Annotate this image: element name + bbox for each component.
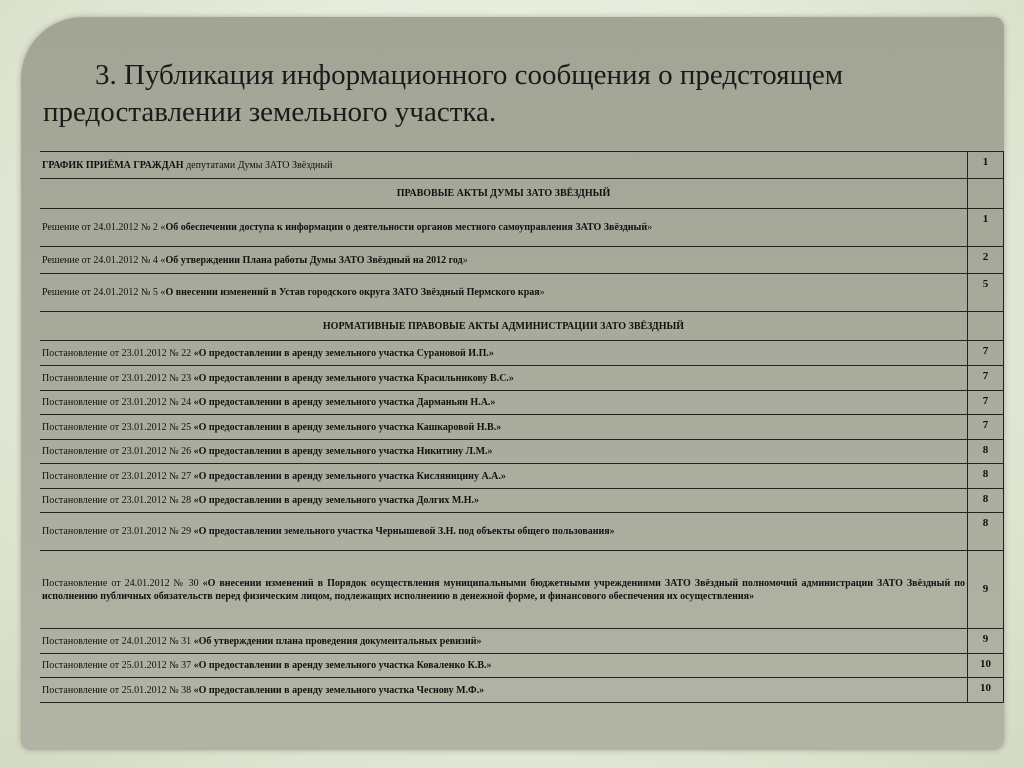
row-text — [40, 209, 968, 247]
doc-ref: Решение от 24.01.2012 № 2 « — [42, 222, 166, 233]
page-number: 7 — [968, 341, 1004, 366]
table-row — [40, 654, 1004, 678]
doc-ref: Постановление от 23.01.2012 № 23 — [42, 372, 194, 384]
doc-ref: Постановление от 23.01.2012 № 25 — [42, 421, 194, 433]
contents-table — [40, 151, 1004, 703]
row-title-normal: депутатами Думы ЗАТО Звёздный — [183, 159, 333, 171]
doc-title: О внесении изменений в Устав городского округа ЗАТО Звёздный Пермского края — [165, 287, 540, 298]
section-heading: ПРАВОВЫЕ АКТЫ ДУМЫ ЗАТО ЗВЁЗДНЫЙ — [40, 179, 968, 209]
table-row — [40, 209, 1004, 247]
row-text — [40, 513, 968, 551]
table-row — [40, 152, 1004, 179]
doc-title: «О предоставлении в аренду земельного участка Чеснову М.Ф.» — [193, 684, 485, 696]
table-row — [40, 312, 1004, 341]
page-number — [968, 179, 1004, 209]
section-heading: НОРМАТИВНЫЕ ПРАВОВЫЕ АКТЫ АДМИНИСТРАЦИИ ЗАТО ЗВЁЗДНЫЙ — [40, 312, 968, 341]
table-row — [40, 274, 1004, 312]
doc-ref: Постановление от 23.01.2012 № 22 — [42, 347, 194, 359]
doc-suffix: » — [462, 254, 468, 266]
doc-ref: Постановление от 23.01.2012 № 24 — [42, 397, 194, 408]
doc-ref: Решение от 24.01.2012 № 5 « — [42, 287, 166, 298]
page-number: 10 — [968, 654, 1004, 678]
page-number: 7 — [968, 391, 1004, 415]
page-number: 8 — [968, 513, 1004, 551]
doc-title: «О предоставлении в аренду земельного участка Красильникову В.С.» — [193, 372, 514, 384]
table-row — [40, 366, 1004, 391]
doc-title: «О внесении изменений в Порядок осуществления муниципальными бюджетными учреждениями ЗАТО Звёздный полномочий администрации ЗАТО Звёздный по исполнению публичных обязательств перед физическим лицом, подлежащих исполнению в денежной форме, и финансового обеспечения их осуществления» — [42, 577, 965, 602]
table-row — [40, 551, 1004, 629]
page-number: 7 — [968, 366, 1004, 391]
table-row — [40, 179, 1004, 209]
table-row — [40, 391, 1004, 415]
doc-ref: Постановление от 23.01.2012 № 28 — [42, 495, 194, 506]
doc-title: Об утверждении Плана работы Думы ЗАТО Звёздный на 2012 год — [165, 254, 463, 266]
row-text — [40, 391, 968, 415]
table-row — [40, 464, 1004, 489]
page-number: 2 — [968, 247, 1004, 274]
table-row — [40, 415, 1004, 440]
doc-ref: Постановление от 25.01.2012 № 37 — [42, 660, 194, 671]
page-number: 9 — [968, 629, 1004, 654]
doc-ref: Постановление от 25.01.2012 № 38 — [42, 684, 194, 696]
row-text — [40, 341, 968, 366]
table-row — [40, 341, 1004, 366]
doc-title: «О предоставлении в аренду земельного участка Кашкаровой Н.В.» — [193, 421, 502, 433]
page-number — [968, 312, 1004, 341]
doc-title: «О предоставлении в аренду земельного участка Дарманьян Н.А.» — [193, 397, 496, 408]
row-title-strong: ГРАФИК ПРИЁМА ГРАЖДАН — [42, 159, 184, 171]
doc-title: «О предоставлении земельного участка Чернышевой З.Н. под объекты общего пользования» — [193, 526, 615, 537]
page-number: 7 — [968, 415, 1004, 440]
row-text — [40, 152, 968, 179]
table-row — [40, 440, 1004, 464]
row-text — [40, 678, 968, 703]
doc-title: «О предоставлении в аренду земельного участка Кисляницину А.А.» — [193, 470, 506, 482]
page-number: 10 — [968, 678, 1004, 703]
doc-ref: Постановление от 23.01.2012 № 27 — [42, 470, 194, 482]
doc-ref: Постановление от 23.01.2012 № 26 — [42, 446, 194, 457]
row-text — [40, 489, 968, 513]
doc-title: «О предоставлении в аренду земельного участка Никитину Л.М.» — [193, 446, 493, 457]
row-text — [40, 654, 968, 678]
doc-ref: Постановление от 24.01.2012 № 30 — [42, 577, 203, 589]
doc-ref: Постановление от 24.01.2012 № 31 — [42, 635, 194, 647]
table-row — [40, 489, 1004, 513]
doc-title: «Об утверждении плана проведения документальных ревизий» — [193, 635, 482, 647]
row-text — [40, 551, 968, 629]
doc-ref: Решение от 24.01.2012 № 4 « — [42, 254, 166, 266]
doc-suffix: » — [647, 222, 653, 233]
page-number: 1 — [968, 209, 1004, 247]
table-row — [40, 678, 1004, 703]
doc-title: «О предоставлении в аренду земельного участка Сурановой И.П.» — [193, 347, 494, 359]
slide-title: 3. Публикация информационного сообщения о предстоящем предоставлении земельного участка. — [43, 59, 844, 128]
row-text — [40, 274, 968, 312]
slide-panel — [21, 17, 1004, 750]
row-text — [40, 247, 968, 274]
doc-title: Об обеспечении доступа к информации о деятельности органов местного самоуправления ЗАТО Звёздный — [165, 222, 648, 233]
page-number: 9 — [968, 551, 1004, 629]
doc-title: «О предоставлении в аренду земельного участка Долгих М.Н.» — [193, 495, 480, 506]
table-row — [40, 247, 1004, 274]
row-text — [40, 629, 968, 654]
page-number: 1 — [968, 152, 1004, 179]
row-text — [40, 415, 968, 440]
doc-suffix: » — [539, 287, 545, 298]
row-text — [40, 440, 968, 464]
doc-title: «О предоставлении в аренду земельного участка Коваленко К.В.» — [193, 660, 492, 671]
row-text — [40, 366, 968, 391]
page-number: 8 — [968, 464, 1004, 489]
table-row — [40, 629, 1004, 654]
row-text — [40, 464, 968, 489]
table-row — [40, 513, 1004, 551]
page-number: 5 — [968, 274, 1004, 312]
page-number: 8 — [968, 440, 1004, 464]
doc-ref: Постановление от 23.01.2012 № 29 — [42, 526, 194, 537]
page-number: 8 — [968, 489, 1004, 513]
